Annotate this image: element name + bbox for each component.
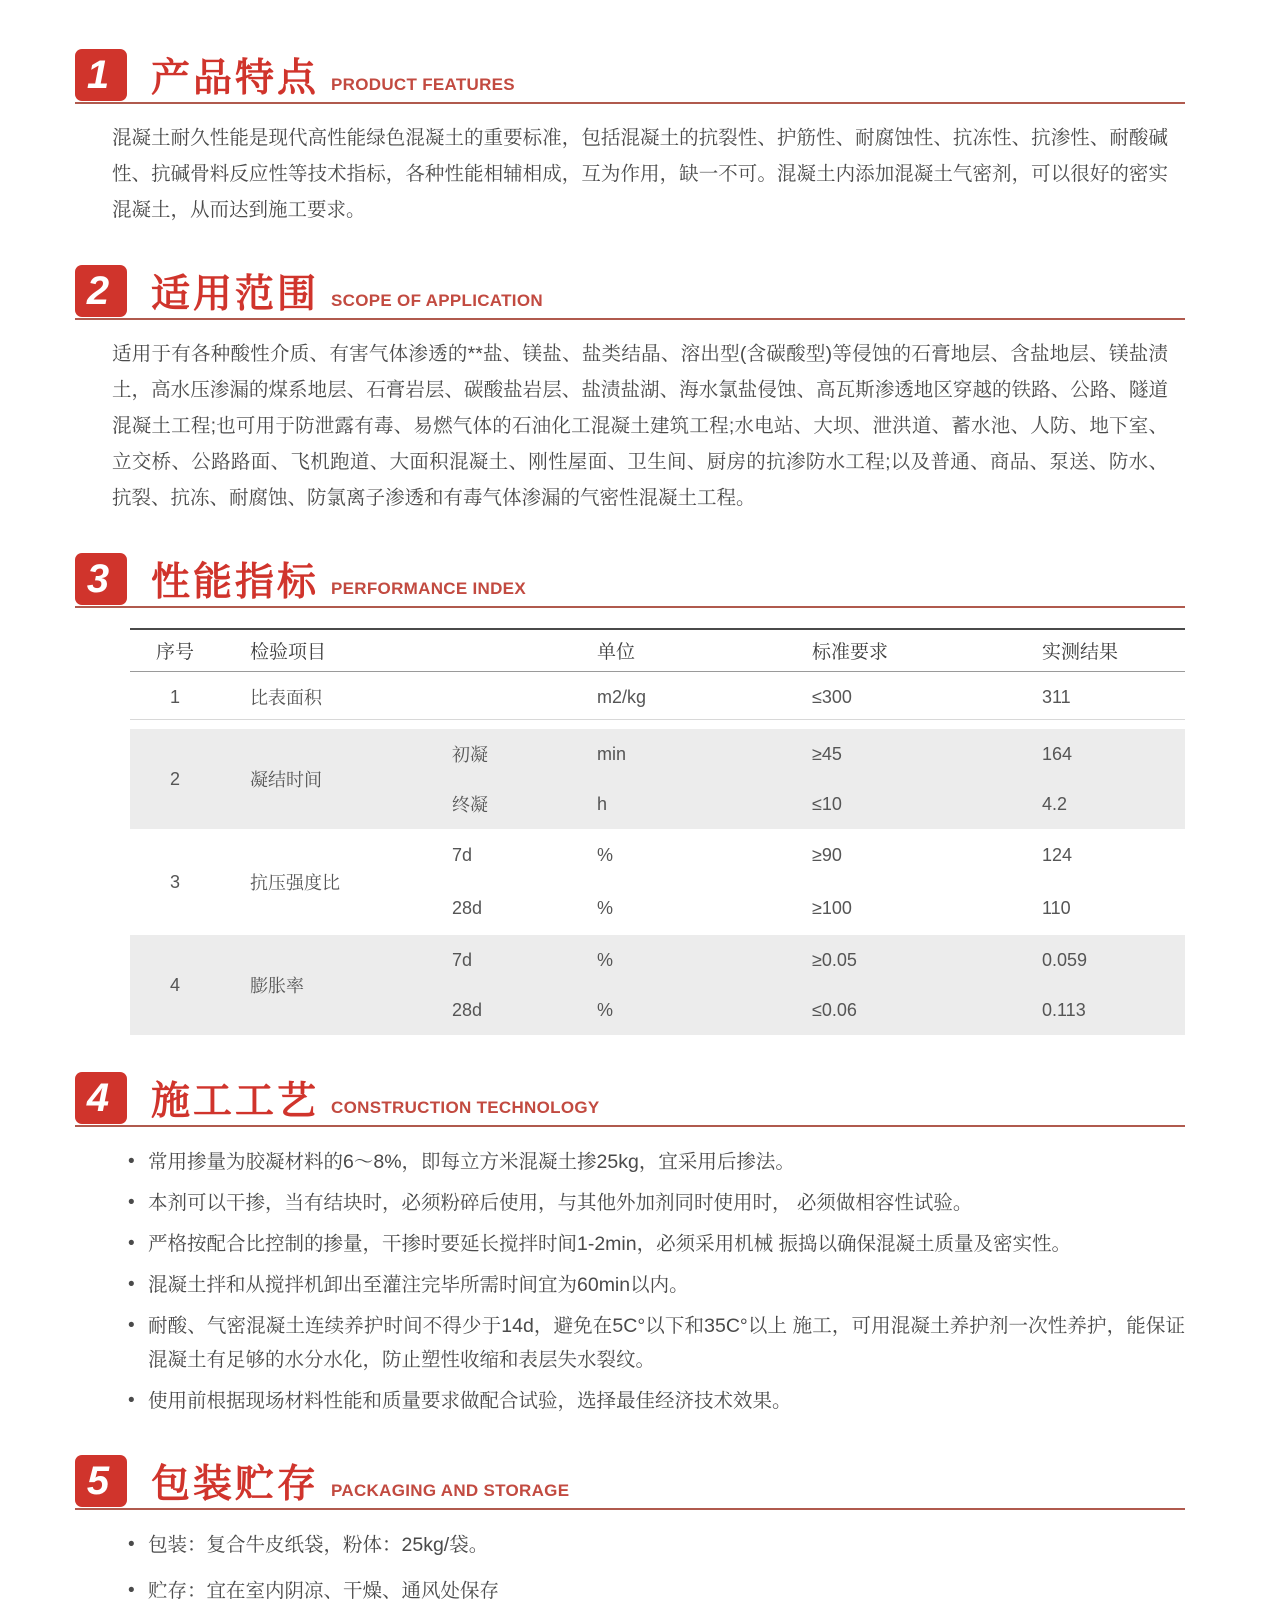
section-number-badge: 3 [75, 553, 127, 605]
cell-standard: ≤300 [812, 686, 852, 707]
construction-bullet-list [128, 1145, 1185, 1418]
section-title-zh: 适用范围 [151, 273, 320, 316]
cell-sub: 初凝 [452, 745, 488, 765]
list-item [128, 1268, 1185, 1302]
section-scope-of-application [0, 262, 1280, 516]
list-item [128, 1145, 1185, 1179]
bullet-text: 常用掺量为胶凝材料的6～8%，即每立方米混凝土掺25kg，宜采用后掺法。 [148, 1151, 795, 1173]
cell-standard: ≤0.06 [812, 999, 857, 1020]
table-row [130, 935, 1185, 1035]
cell-unit: % [597, 999, 614, 1020]
section-header [75, 550, 1185, 608]
cell-result: 311 [1042, 686, 1071, 707]
col-header-unit: 单位 [597, 642, 636, 663]
cell-item: 比表面积 [250, 688, 322, 708]
cell-no: 2 [169, 768, 180, 789]
performance-table [130, 628, 1185, 1035]
cell-unit: % [597, 898, 614, 918]
section-header [75, 46, 1185, 104]
list-item [128, 1227, 1185, 1261]
bullet-text: 混凝土拌和从搅拌机卸出至灌注完毕所需时间宜为60min以内。 [148, 1274, 689, 1296]
cell-item: 膨胀率 [250, 976, 304, 996]
bullet-text: 严格按配合比控制的掺量，干掺时要延长搅拌时间1-2min，必须采用机械 振捣以确保混凝土质量及密实性。 [148, 1233, 1072, 1255]
list-item [128, 1186, 1185, 1220]
section-header [75, 1452, 1185, 1510]
cell-unit: % [597, 845, 614, 865]
bullet-icon: • [128, 1274, 135, 1295]
section-number-badge: 5 [75, 1455, 127, 1507]
list-item [128, 1574, 1185, 1608]
bullet-icon: • [128, 1192, 135, 1213]
cell-no: 1 [169, 686, 180, 707]
bullet-text: 使用前根据现场材料性能和质量要求做配合试验，选择最佳经济技术效果。 [148, 1390, 792, 1412]
section-header [75, 1069, 1185, 1127]
table-header-row [130, 628, 1185, 672]
cell-unit: h [597, 793, 608, 814]
section-performance-index [0, 550, 1280, 1035]
section-paragraph: 适用于有各种酸性介质、有害气体渗透的**盐、镁盐、盐类结晶、溶出型(含碳酸型)等侵蚀的石膏地层、含盐地层、镁盐渍土，高水压渗漏的煤系地层、石膏岩层、碳酸盐岩层、盐渍盐湖、海水氯盐侵蚀、高瓦斯渗透地区穿越的铁路、公路、隧道混凝土工程;也可用于防泄露有毒、易燃气体的石油化工混凝土建筑工程;水电站、大坝、泄洪道、蓄水池、人防、地下室、立交桥、公路路面、飞机跑道、大面积混凝土、刚性屋面、卫生间、厨房的抗渗防水工程;以及普通、商品、泵送、防水、抗裂、抗冻、耐腐蚀、防氯离子渗透和有毒气体渗漏的气密性混凝土工程。 [112, 343, 1168, 509]
packaging-bullet-list [128, 1528, 1185, 1608]
cell-result: 124 [1042, 845, 1073, 865]
section-title-en: SCOPE OF APPLICATION [331, 291, 543, 310]
section-product-features [0, 46, 1280, 228]
table-row [130, 672, 1185, 720]
cell-standard: ≤10 [812, 793, 842, 814]
bullet-text: 耐酸、气密混凝土连续养护时间不得少于14d，避免在5C°以下和35C°以上 施工，可用混凝土养护剂一次性养护，能保证混凝土有足够的水分水化，防止塑性收缩和表层失水裂纹。 [148, 1315, 1185, 1371]
section-title-en: PRODUCT FEATURES [331, 75, 515, 94]
cell-sub: 28d [452, 999, 483, 1020]
cell-unit: m2/kg [597, 686, 647, 707]
table-row [130, 729, 1185, 829]
cell-standard: ≥45 [812, 743, 842, 764]
list-item [128, 1528, 1185, 1562]
cell-result: 110 [1042, 898, 1071, 918]
section-title-en: CONSTRUCTION TECHNOLOGY [331, 1098, 600, 1117]
col-header-standard: 标准要求 [812, 642, 889, 663]
bullet-text: 包装：复合牛皮纸袋，粉体：25kg/袋。 [148, 1534, 489, 1556]
cell-sub: 7d [452, 949, 473, 970]
table-row [130, 829, 1185, 935]
cell-result: 0.113 [1042, 999, 1086, 1020]
section-title-zh: 包装贮存 [151, 1463, 320, 1506]
bullet-icon: • [128, 1233, 135, 1254]
col-header-no: 序号 [155, 642, 194, 663]
section-title-zh: 性能指标 [151, 561, 320, 604]
bullet-text: 贮存：宜在室内阴凉、干燥、通风处保存 [148, 1580, 500, 1602]
section-paragraph: 混凝土耐久性能是现代高性能绿色混凝土的重要标准，包括混凝土的抗裂性、护筋性、耐腐蚀性、抗冻性、抗渗性、耐酸碱性、抗碱骨料反应性等技术指标，各种性能相辅相成，互为作用，缺一不可。混凝土内添加混凝土气密剂，可以很好的密实混凝土，从而达到施工要求。 [112, 127, 1168, 221]
section-number-badge: 2 [75, 265, 127, 317]
cell-item: 抗压强度比 [250, 873, 340, 893]
bullet-text: 本剂可以干掺，当有结块时，必须粉碎后使用，与其他外加剂同时使用时， 必须做相容性试验。 [148, 1192, 973, 1214]
list-item [128, 1384, 1185, 1418]
section-title-en: PACKAGING AND STORAGE [331, 1481, 570, 1500]
section-number-badge: 1 [75, 49, 127, 101]
bullet-icon: • [128, 1315, 135, 1336]
cell-sub: 7d [452, 845, 473, 865]
cell-sub: 终凝 [452, 795, 488, 815]
cell-standard: ≥90 [812, 845, 842, 865]
cell-item: 凝结时间 [250, 770, 322, 790]
list-item [128, 1309, 1185, 1377]
cell-result: 4.2 [1042, 793, 1068, 814]
cell-result: 164 [1042, 743, 1073, 764]
cell-result: 0.059 [1042, 949, 1088, 970]
bullet-icon: • [128, 1534, 135, 1555]
cell-unit: min [597, 743, 627, 764]
bullet-icon: • [128, 1151, 135, 1172]
section-header [75, 262, 1185, 320]
section-title-zh: 施工工艺 [151, 1080, 320, 1123]
section-packaging-storage [0, 1452, 1280, 1608]
cell-sub: 28d [452, 898, 483, 918]
cell-unit: % [597, 949, 614, 970]
cell-no: 3 [169, 871, 180, 892]
col-header-item: 检验项目 [250, 642, 327, 663]
cell-no: 4 [169, 974, 180, 995]
section-title-zh: 产品特点 [151, 57, 320, 100]
cell-standard: ≥0.05 [812, 949, 857, 970]
section-number-badge: 4 [75, 1072, 127, 1124]
section-construction-technology [0, 1069, 1280, 1418]
cell-standard: ≥100 [812, 898, 852, 918]
bullet-icon: • [128, 1390, 135, 1411]
bullet-icon: • [128, 1580, 135, 1601]
section-title-en: PERFORMANCE INDEX [331, 579, 526, 598]
col-header-result: 实测结果 [1042, 642, 1119, 663]
